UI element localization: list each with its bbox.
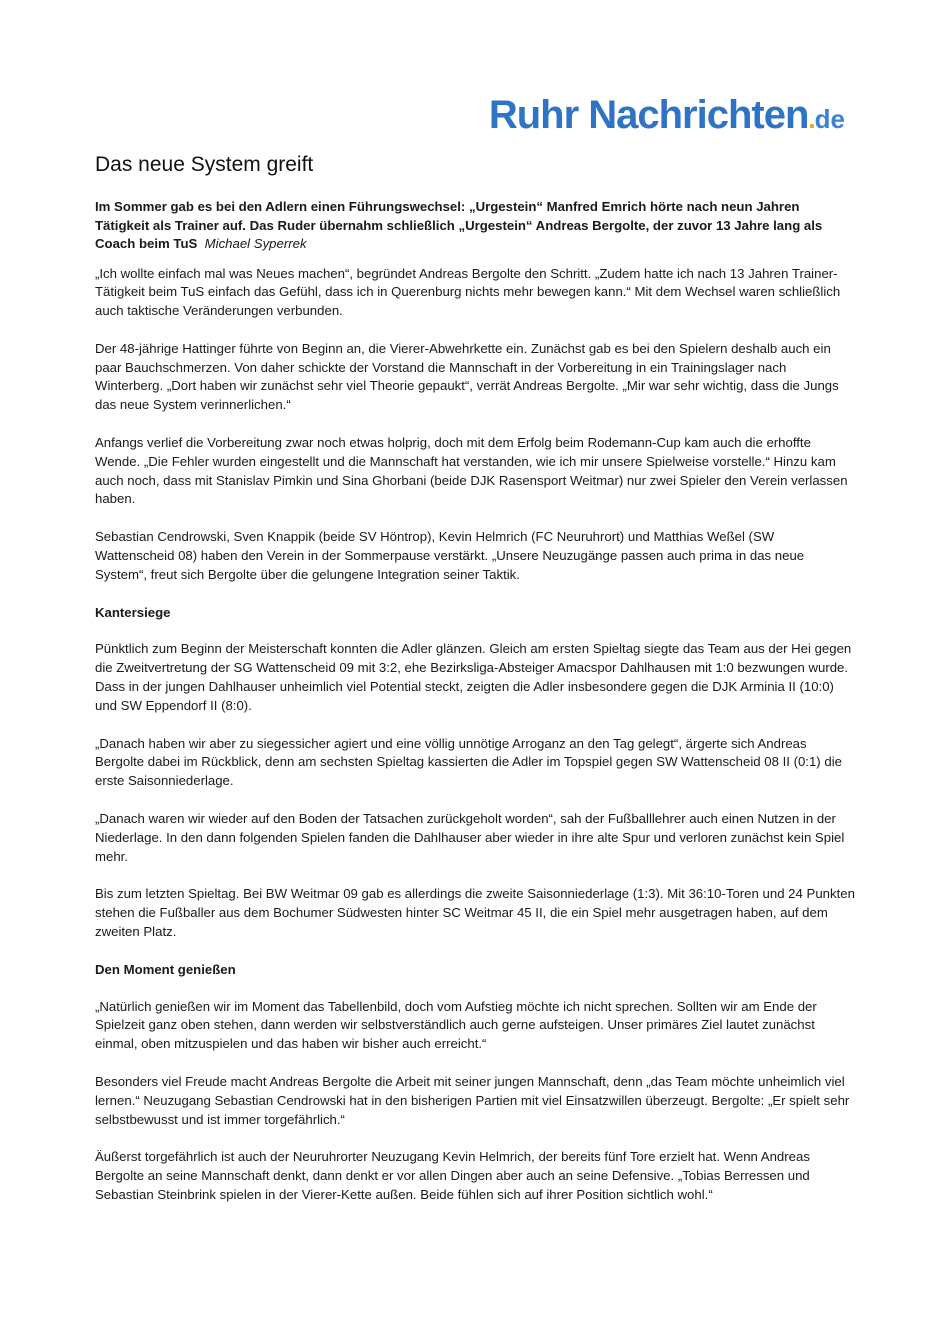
paragraph: „Ich wollte einfach mal was Neues machen“, begründet Andreas Bergolte den Schritt. „Zudem hatte ich nach 13 Jahren Trainer-Tätigkeit beim TuS einfach das Gefühl, dass ich in Querenburg nichts mehr bewegen kann.“ Mit dem Wechsel waren schließlich auch taktische Veränderungen verbunden. bbox=[95, 265, 841, 319]
paragraph: „Danach haben wir aber zu siegessicher agiert und eine völlig unnötige Arroganz an den Tag gelegt“, ärgerte sich Andreas Bergolte dabei im Rückblick, denn am sechsten Spieltag kassierten die Adler im Topspiel gegen SW Wattenscheid 08 II (0:1) die erste Saisonniederlage. bbox=[95, 735, 842, 789]
author-name: Michael Syperrek bbox=[204, 236, 307, 251]
paragraph: Pünktlich zum Beginn der Meisterschaft konnten die Adler glänzen. Gleich am ersten Spieltag siegte das Team aus der Hei gegen die Zweitvertretung der SG Wattenscheid 09 mit 3:2, ehe Bezirksliga-Absteiger Amacspor Dahlhausen mit 1:0 bezwungen wurde. Dass in der jungen Dahlhauser unheimlich viel Potential steckt, zeigten die Adler insbesondere gegen die DJK Arminia II (10:0) und SW Eppendorf II (8:0). bbox=[95, 641, 852, 713]
paragraph: „Natürlich genießen wir im Moment das Tabellenbild, doch vom Aufstieg möchte ich nicht sprechen. Sollten wir am Ende der Spielzeit ganz oben stehen, dann werden wir selbstverständlich auch gerne aufsteigen. Unser primäres Ziel lautet zunächst einmal, oben mitzuspielen und das haben wir bisher auch erreicht.“ bbox=[95, 998, 817, 1052]
lead-text: Im Sommer gab es bei den Adlern einen Führungswechsel: „Urgestein“ Manfred Emrich hörte nach neun Jahren Tätigkeit als Trainer auf. Das Ruder übernahm schließlich „Urgestein“ Andreas Bergolte, der zuvor 13 Jahre lang als Coach beim TuS bbox=[95, 199, 823, 251]
paragraph: Besonders viel Freude macht Andreas Bergolte die Arbeit mit seiner jungen Mannschaft, denn „das Team möchte unheimlich viel lernen.“ Neuzugang Sebastian Cendrowski hat in den bisherigen Partien mit viel Einsatzwillen überzeugt. Bergolte: „Er spielt sehr selbstbewusst und ist immer torgefährlich.“ bbox=[95, 1074, 850, 1127]
publication-logo bbox=[489, 93, 845, 138]
paragraph: Sebastian Cendrowski, Sven Knappik (beide SV Höntrop), Kevin Helmrich (FC Neuruhrort) und Matthias Weßel (SW Wattenscheid 08) haben den Verein in der Sommerpause verstärkt. „Unsere Neuzugänge passen auch prima in das neue System“, freut sich Bergolte über die gelungene Integration seiner Taktik. bbox=[95, 529, 805, 582]
subheading-moment: Den Moment genießen bbox=[95, 961, 236, 977]
logo-dot: . bbox=[808, 104, 815, 134]
paragraph: Anfangs verlief die Vorbereitung zwar noch etwas holprig, doch mit dem Erfolg beim Rodemann-Cup kam auch die erhoffte Wende. „Die Fehler wurden eingestellt und die Mannschaft hat verstanden, wie ich mir unsere Spielweise vorstelle.“ Hinzu kam auch noch, dass mit Stanislav Pimkin und Sina Ghorbani (beide DJK Rasensport Weitmar) nur zwei Spieler den Verein verlassen haben. bbox=[95, 435, 848, 507]
article bbox=[95, 153, 855, 1224]
paragraph: „Danach waren wir wieder auf den Boden der Tatsachen zurückgeholt worden“, sah der Fußballlehrer auch einen Nutzen in der Niederlage. In den dann folgenden Spielen fanden die Dahlhauser aber wieder in ihre alte Spur und verloren zunächst kein Spiel mehr. bbox=[95, 811, 845, 864]
logo-wordmark: Ruhr Nachrichten bbox=[488, 93, 809, 137]
subheading-kantersiege: Kantersiege bbox=[95, 604, 171, 620]
logo-tld: de bbox=[814, 104, 845, 134]
paragraph: Äußerst torgefährlich ist auch der Neuruhrorter Neuzugang Kevin Helmrich, der bereits fünf Tore erzielt hat. Wenn Andreas Bergolte an seine Mannschaft denkt, dann denkt er vor allen Dingen aber auch an seine Defensive. „Tobias Berressen und Sebastian Steinbrink spielen in der Vierer-Kette außen. Beide fühlen sich auf ihrer Position sichtlich wohl.“ bbox=[95, 1149, 810, 1202]
article-lead bbox=[95, 198, 855, 254]
article-title: Das neue System greift bbox=[95, 153, 314, 176]
paragraph: Der 48-jährige Hattinger führte von Beginn an, die Vierer-Abwehrkette ein. Zunächst gab es bei den Spielern deshalb auch ein paar Bauchschmerzen. Von daher schickte der Vorstand die Mannschaft in der Vorbereitung in ein Trainingslager nach Winterberg. „Dort haben wir zunächst sehr viel Theorie gepaukt“, verrät Andreas Bergolte. „Mir war sehr wichtig, dass die Jungs das neue System verinnerlichen.“ bbox=[95, 340, 839, 413]
paragraph: Bis zum letzten Spieltag. Bei BW Weitmar 09 gab es allerdings die zweite Saisonniederlage (1:3). Mit 36:10-Toren und 24 Punkten stehen die Fußballer aus dem Bochumer Südwesten hinter SC Weitmar 45 II, die ein Spiel mehr ausgetragen haben, auf dem zweiten Platz. bbox=[95, 886, 855, 940]
